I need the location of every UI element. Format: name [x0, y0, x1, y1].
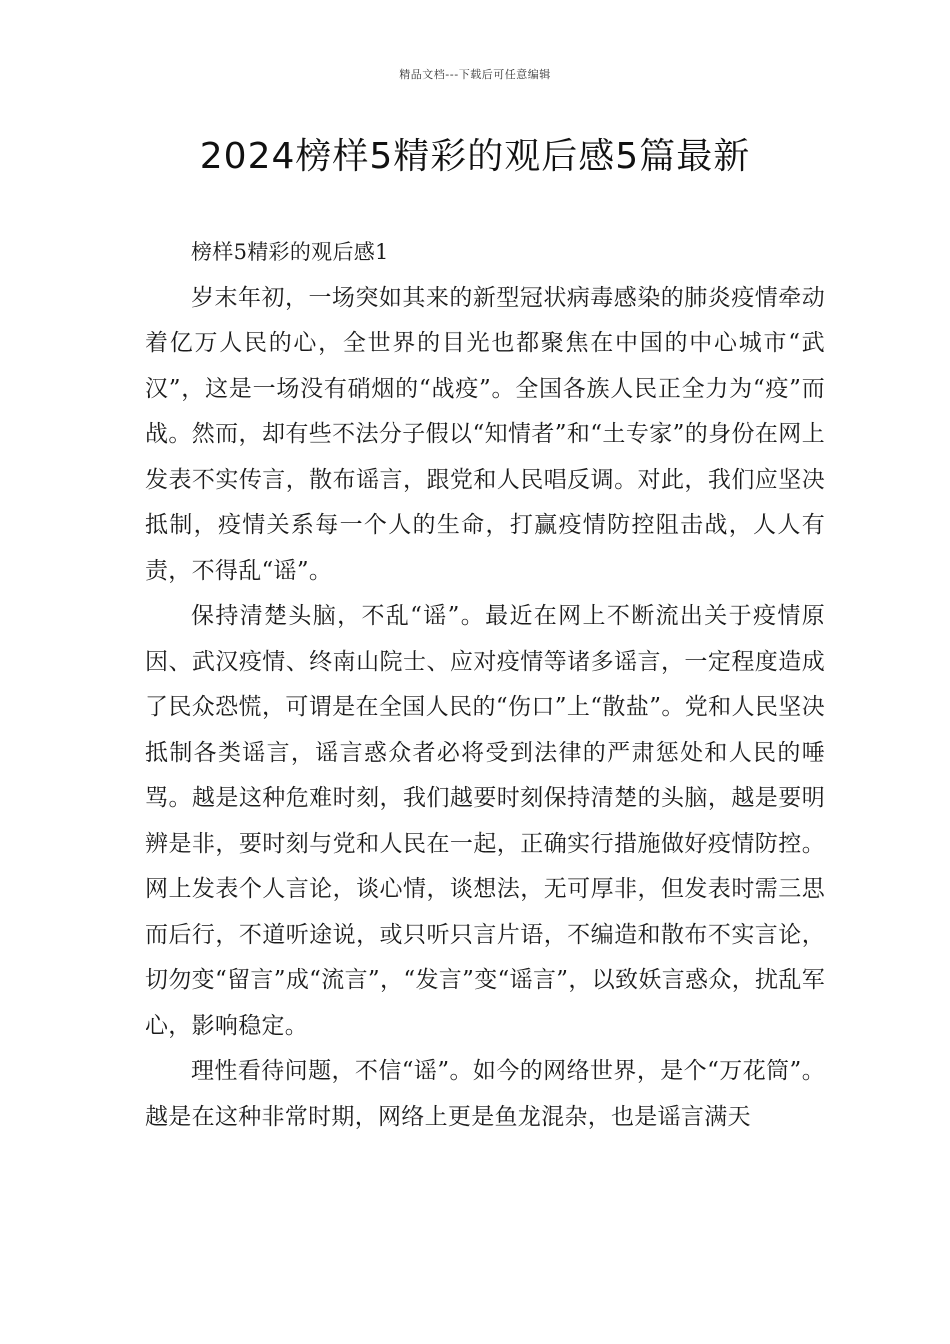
document-title: 2024榜样5精彩的观后感5篇最新	[199, 136, 751, 177]
paragraph-3: 理性看待问题，不信“谣”。如今的网络世界，是个“万花筒”。越是在这种非常时期，网络上更是鱼龙混杂，也是谣言满天	[145, 1058, 825, 1130]
section-heading: 榜样5精彩的观后感1	[191, 240, 389, 264]
document-body	[145, 230, 825, 1140]
paragraph-1: 岁末年初，一场突如其来的新型冠状病毒感染的肺炎疫情牵动着亿万人民的心，全世界的目光也都聚焦在中国的中心城市“武汉”，这是一场没有硝烟的“战疫”。全国各族人民正全力为“疫”而战。然而，却有些不法分子假以“知情者”和“土专家”的身份在网上发表不实传言，散布谣言，跟党和人民唱反调。对此，我们应坚决抵制，疫情关系每一个人的生命，打赢疫情防控阻击战，人人有责，不得乱“谣”。	[145, 284, 825, 584]
page-header: 精品文档---下载后可任意编辑	[399, 68, 551, 81]
paragraph-2: 保持清楚头脑，不乱“谣”。最近在网上不断流出关于疫情原因、武汉疫情、终南山院士、应对疫情等诸多谣言，一定程度造成了民众恐慌，可谓是在全国人民的“伤口”上“散盐”。党和人民坚决抵制各类谣言，谣言惑众者必将受到法律的严肃惩处和人民的唾骂。越是这种危难时刻，我们越要时刻保持清楚的头脑，越是要明辨是非，要时刻与党和人民在一起，正确实行措施做好疫情防控。网上发表个人言论，谈心情，谈想法，无可厚非，但发表时需三思而后行，不道听途说，或只听只言片语，不编造和散布不实言论，切勿变“留言”成“流言”，“发言”变“谣言”，以致妖言惑众，扰乱军心，影响稳定。	[145, 603, 825, 1039]
